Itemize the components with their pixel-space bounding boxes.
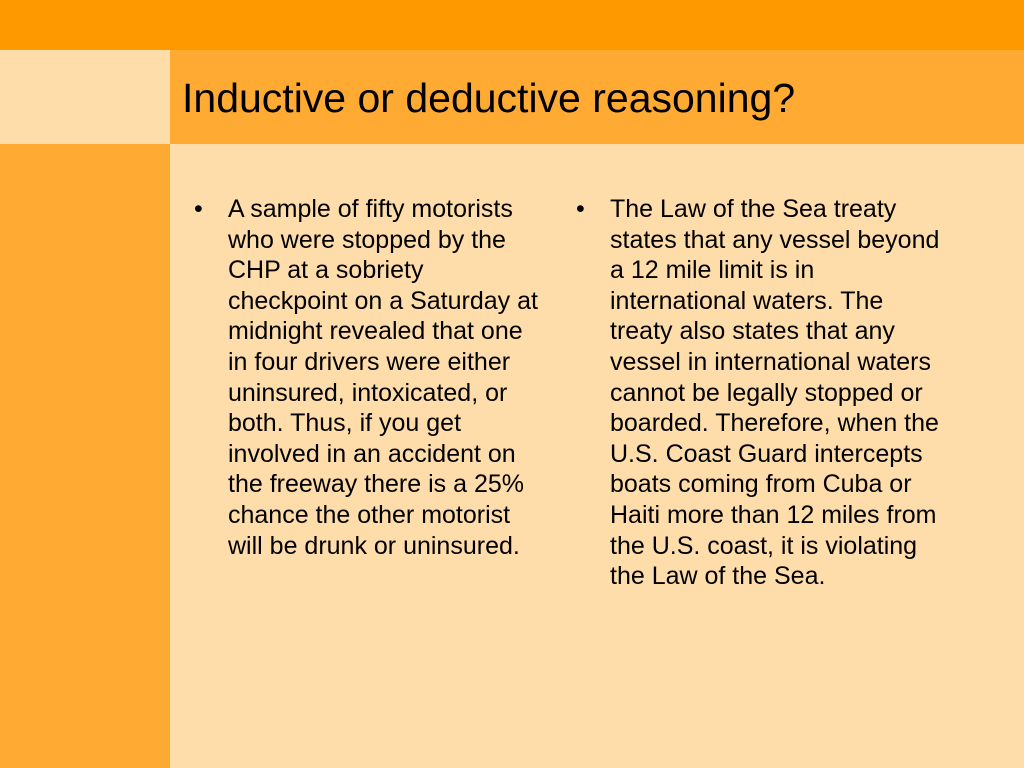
bullet-glyph: • xyxy=(576,195,585,223)
list-item xyxy=(572,194,942,592)
top-accent-band xyxy=(0,0,1024,50)
slide-title: Inductive or deductive reasoning? xyxy=(182,75,796,121)
right-bullet-text: The Law of the Sea treaty states that any vessel beyond a 12 mile limit is in international waters. The treaty also states that any vessel in international waters cannot be legally stopped or boarded. Therefore, when the U.S. Coast Guard intercepts boats coming from Cuba or Haiti more than 12 miles from the U.S. coast, it is violating the Law of the Sea. xyxy=(610,195,940,591)
left-accent-bar xyxy=(0,144,170,768)
bullet-glyph: • xyxy=(194,195,203,223)
left-column xyxy=(190,194,550,561)
corner-block xyxy=(0,50,170,144)
slide-content xyxy=(170,144,1024,768)
right-column xyxy=(572,194,942,592)
left-bullet-text: A sample of fifty motorists who were stopped by the CHP at a sobriety checkpoint on a Saturday at midnight revealed that one in four drivers were either uninsured, intoxicated, or both. Thus, if you get involved in an accident on the freeway there is a 25% chance the other motorist will be drunk or uninsured. xyxy=(228,195,538,560)
list-item xyxy=(190,194,550,561)
